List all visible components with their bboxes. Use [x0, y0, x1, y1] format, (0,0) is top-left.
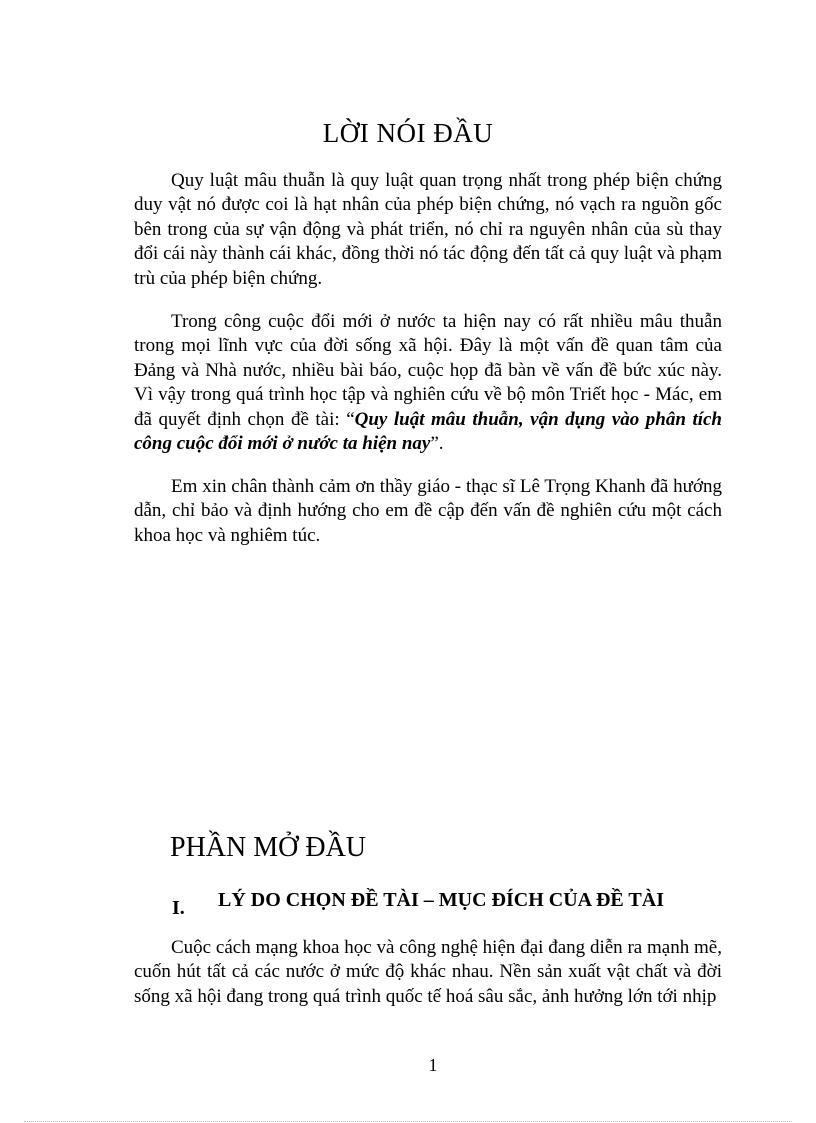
- paragraph-topic-end: ”.: [430, 433, 444, 455]
- heading-number: I.: [172, 897, 185, 919]
- page-bottom-divider: [24, 1121, 792, 1122]
- page-title: LỜI NÓI ĐẦU: [322, 118, 494, 148]
- paragraph-body: Cuộc cách mạng khoa học và công nghệ hiện đại đang diễn ra mạnh mẽ, cuốn hút tất cả các nước ở mức độ khác nhau. Nền sản xuất vật chất và đời sống xã hội đang trong quá trình quốc tế hoá sâu sắc, ảnh hưởng lớn tới nhịp: [134, 937, 722, 1007]
- page-number: 1: [428, 1055, 438, 1075]
- paragraph-topic-text: Trong công cuộc đổi mới ở nước ta hiện nay có rất nhiều mâu thuẫn trong mọi lĩnh vực của đời sống xã hội. Đây là một vấn đề quan tâm của Đảng và Nhà nước, nhiều bài báo, cuộc họp đã bàn về vấn đề bức xúc này. Vì vậy trong quá trình học tập và nghiên cứu về bộ môn Triết học - Mác, em đã quyết định chọn đề tài: “: [134, 311, 722, 430]
- topic-title-emphasis: Quy luật mâu thuẫn, vận dụng vào phân tích công cuộc đổi mới ở nước ta hiện nay: [134, 408, 722, 455]
- section-title: PHẦN MỞ ĐẦU: [170, 832, 367, 863]
- heading-text: LÝ DO CHỌN ĐỀ TÀI – MỤC ĐÍCH CỦA ĐỀ TÀI: [218, 889, 664, 911]
- paragraph-thanks: Em xin chân thành cảm ơn thầy giáo - thạc sĩ Lê Trọng Khanh đã hướng dẫn, chỉ bảo và định hướng cho em đề cập đến vấn đề nghiên cứu một cách khoa học và nghiêm túc.: [134, 476, 722, 546]
- paragraph-topic: [134, 310, 722, 456]
- paragraph-intro: Quy luật mâu thuẫn là quy luật quan trọng nhất trong phép biện chứng duy vật nó được coi là hạt nhân của phép biện chứng, nó vạch ra nguồn gốc bên trong của sự vận động và phát triển, nó chỉ ra nguyên nhân của sù thay đổi cái này thành cái khác, đồng thời nó tác động đến tất cả quy luật và phạm trù của phép biện chứng.: [134, 170, 722, 289]
